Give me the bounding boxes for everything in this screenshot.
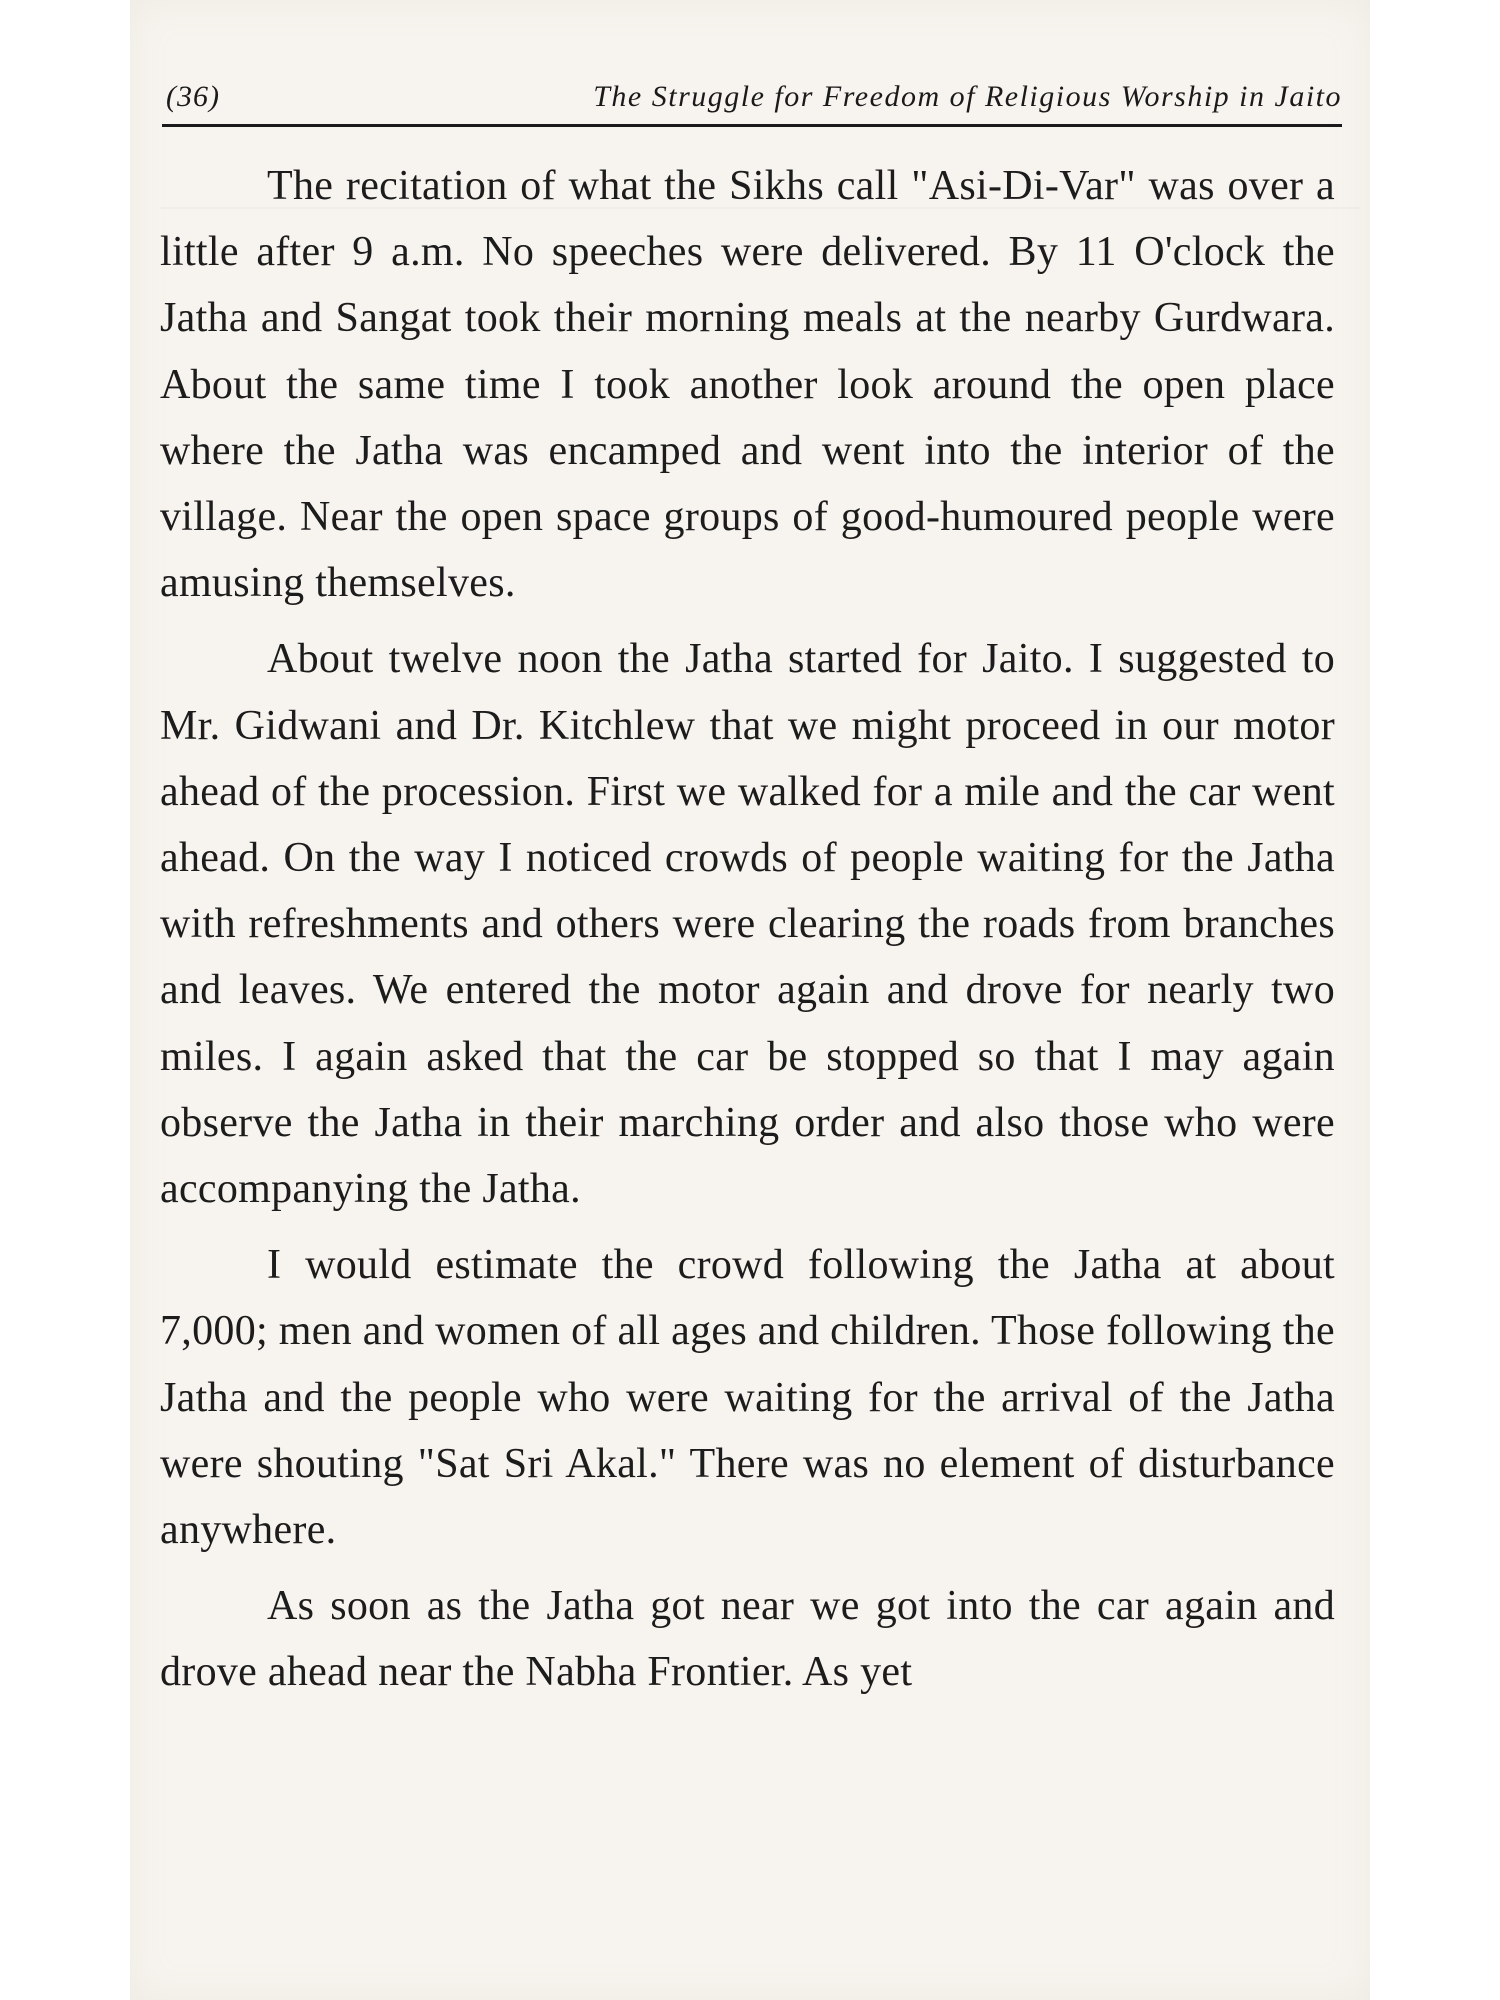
paragraph: About twelve noon the Jatha started for Jaito. I suggested to Mr. Gidwani and Dr. Kitchlew that we might proceed in our motor ahead of the procession. First we walked for a mile and the car went ahead. On the way I noticed crowds of people waiting for the Jatha with refreshments and others were clearing the roads from branches and leaves. We entered the motor again and drove for nearly two miles. I again asked that the car be stopped so that I may again observe the Jatha in their marching order and also those who were accompanying the Jatha. xyxy=(160,636,1335,1213)
paragraph: I would estimate the crowd following the Jatha at about 7,000; men and women of all ages and children. Those following the Jatha and the people who were waiting for the arrival of the Jatha were shouting "Sat Sri Akal." There was no element of disturbance anywhere. xyxy=(160,1242,1335,1554)
paragraph: As soon as the Jatha got near we got into the car again and drove ahead near the Nabha Frontier. As yet xyxy=(160,1583,1335,1696)
running-title: The Struggle for Freedom of Religious Worship in Jaito xyxy=(593,80,1342,113)
running-header xyxy=(162,70,1342,127)
paragraph: The recitation of what the Sikhs call "Asi-Di-Var" was over a little after 9 a.m. No speeches were delivered. By 11 O'clock the Jatha and Sangat took their morning meals at the nearby Gurdwara. About the same time I took another look around the open place where the Jatha was encamped and went into the interior of the village. Near the open space groups of good-humoured people were amusing themselves. xyxy=(160,163,1335,607)
body-text xyxy=(160,153,1335,1716)
page-number: (36) xyxy=(166,80,220,113)
